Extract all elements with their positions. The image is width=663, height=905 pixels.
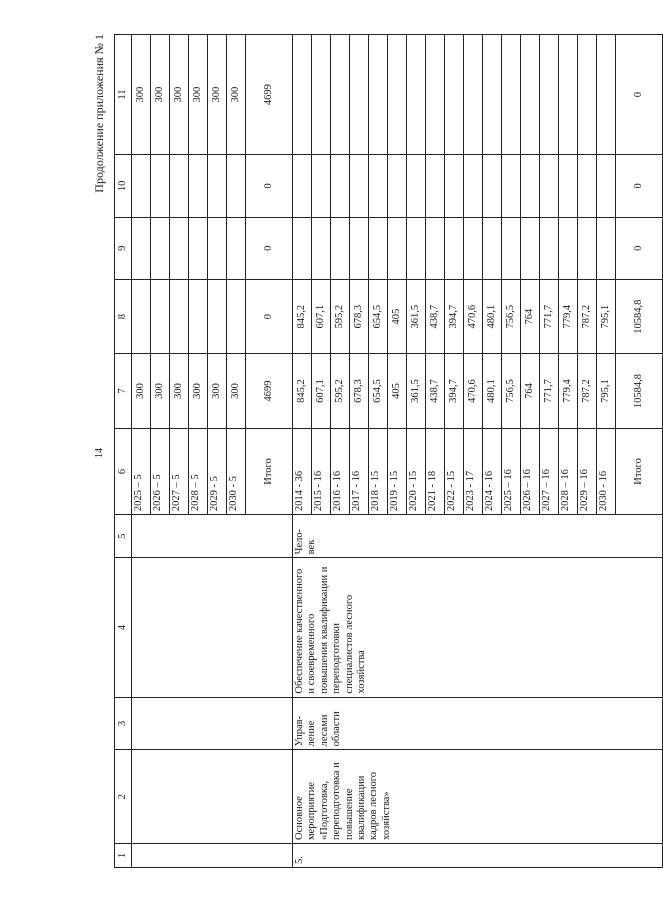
cell-value: 795,1 [597,279,616,353]
cell-value [350,217,369,279]
cell-value: 394,7 [445,354,464,428]
cell-value [151,279,170,353]
cell-year: 2030 - 16 [597,428,616,514]
cell-value: 300 [189,354,208,428]
cell-value [227,217,246,279]
cell-value: 607,1 [312,279,331,353]
table-row [293,35,312,868]
cell-year: 2029 – 16 [578,428,597,514]
total-value: 10584,8 [616,354,663,428]
cell-year: 2024 - 16 [483,428,502,514]
cell-value [170,279,189,353]
cell-value [407,35,426,155]
cell-value [559,217,578,279]
measure-executor: Управ-ление лесами области [293,697,663,750]
cell-value [331,155,350,217]
cell-value [388,35,407,155]
cell-value [502,155,521,217]
cell-value: 300 [189,35,208,155]
measure-indicator: Обеспечение качественного и своевременного повышения квалификации и переподготовки специалистов лесного хозяйства [293,558,663,697]
cell-value: 845,2 [293,354,312,428]
cell-value: 795,1 [597,354,616,428]
cell-value [445,217,464,279]
column-number: 6 [115,428,132,514]
cell-year: 2027 – 16 [540,428,559,514]
cell-value [521,155,540,217]
cell-value: 361,5 [407,354,426,428]
cell-value [407,155,426,217]
measure-number: 5. [293,844,663,868]
cell-number [132,844,293,868]
cell-value [464,155,483,217]
column-number-row [115,35,132,868]
cell-year: 2025 – 5 [132,428,151,514]
cell-value: 787,2 [578,354,597,428]
cell-value [170,155,189,217]
cell-value [312,35,331,155]
column-number: 3 [115,697,132,750]
cell-value [189,217,208,279]
cell-value [540,155,559,217]
cell-value [189,155,208,217]
cell-value: 300 [208,354,227,428]
cell-value: 405 [388,354,407,428]
cell-value: 756,5 [502,279,521,353]
cell-measure-name [132,750,293,844]
cell-value [578,217,597,279]
cell-value: 300 [170,354,189,428]
cell-value: 595,2 [331,279,350,353]
cell-year: 2025 – 16 [502,428,521,514]
total-label: Итого [246,428,293,514]
column-number: 8 [115,279,132,353]
cell-year: 2018 - 15 [369,428,388,514]
cell-value: 300 [151,35,170,155]
cell-value [151,217,170,279]
total-label: Итого [616,428,663,514]
cell-value [540,35,559,155]
cell-value: 394,7 [445,279,464,353]
cell-value [369,155,388,217]
cell-year: 2027 – 5 [170,428,189,514]
cell-value [312,155,331,217]
total-value: 0 [616,35,663,155]
cell-year: 2023 - 17 [464,428,483,514]
total-value: 0 [246,217,293,279]
cell-year: 2022 - 15 [445,428,464,514]
cell-value [293,155,312,217]
column-number: 4 [115,558,132,697]
cell-year: 2028 – 16 [559,428,578,514]
cell-value [597,35,616,155]
cell-unit [132,515,293,558]
cell-executor [132,697,293,750]
appendix-table [114,34,663,868]
cell-value: 300 [227,354,246,428]
total-value: 0 [246,279,293,353]
cell-value [331,217,350,279]
cell-value [170,217,189,279]
cell-value [464,217,483,279]
page-number: 14 [94,448,105,458]
cell-value: 771,7 [540,354,559,428]
column-number: 10 [115,155,132,217]
total-value: 0 [616,155,663,217]
cell-value: 300 [151,354,170,428]
cell-value [331,35,350,155]
column-number: 7 [115,354,132,428]
cell-value [483,217,502,279]
cell-value: 300 [170,35,189,155]
cell-value [369,35,388,155]
cell-value [227,279,246,353]
cell-value: 438,7 [426,279,445,353]
total-value: 4699 [246,354,293,428]
cell-value [369,217,388,279]
cell-value: 470,6 [464,279,483,353]
cell-value [350,35,369,155]
cell-value [426,217,445,279]
cell-year: 2026 – 16 [521,428,540,514]
cell-value [350,155,369,217]
column-number: 5 [115,515,132,558]
cell-value [445,155,464,217]
cell-year: 2020 - 15 [407,428,426,514]
cell-value: 300 [227,35,246,155]
cell-value [426,155,445,217]
total-value: 0 [616,217,663,279]
cell-value: 595,2 [331,354,350,428]
total-value: 10584,8 [616,279,663,353]
cell-year: 2019 - 15 [388,428,407,514]
cell-value: 779,4 [559,354,578,428]
column-number: 2 [115,750,132,844]
cell-value: 361,5 [407,279,426,353]
cell-value: 480,1 [483,279,502,353]
cell-year: 2030 - 5 [227,428,246,514]
cell-value [521,35,540,155]
cell-value: 845,2 [293,279,312,353]
cell-value: 654,5 [369,354,388,428]
cell-value: 787,2 [578,279,597,353]
cell-year: 2026 – 5 [151,428,170,514]
cell-value [132,155,151,217]
total-value: 4699 [246,35,293,155]
cell-value: 480,1 [483,354,502,428]
cell-value [521,217,540,279]
column-number: 11 [115,35,132,155]
continuation-heading: Продолжение приложения № 1 [92,34,106,193]
cell-value [578,35,597,155]
cell-value [483,35,502,155]
cell-value [559,155,578,217]
cell-value [208,279,227,353]
cell-year: 2021 - 18 [426,428,445,514]
cell-value [559,35,578,155]
cell-year: 2028 – 5 [189,428,208,514]
cell-indicator [132,558,293,697]
cell-value: 300 [208,35,227,155]
cell-value: 300 [132,35,151,155]
cell-year: 2029 - 5 [208,428,227,514]
cell-value [312,217,331,279]
cell-value [293,217,312,279]
cell-value: 607,1 [312,354,331,428]
cell-value [426,35,445,155]
measure-unit: Чело-век [293,515,663,558]
cell-value: 300 [132,354,151,428]
column-number: 9 [115,217,132,279]
cell-value: 756,5 [502,354,521,428]
cell-value [208,155,227,217]
cell-value [502,35,521,155]
cell-year: 2014 - 36 [293,428,312,514]
cell-value: 654,5 [369,279,388,353]
cell-value: 779,4 [559,279,578,353]
cell-value [388,155,407,217]
cell-value [189,279,208,353]
cell-value [597,155,616,217]
cell-value: 764 [521,354,540,428]
cell-year: 2017 - 16 [350,428,369,514]
cell-value: 678,3 [350,279,369,353]
cell-value [132,279,151,353]
cell-value [293,35,312,155]
cell-value [388,217,407,279]
cell-value [578,155,597,217]
cell-value [464,35,483,155]
cell-value [132,217,151,279]
cell-value: 678,3 [350,354,369,428]
cell-value [151,155,170,217]
cell-value [407,217,426,279]
cell-value [208,217,227,279]
cell-year: 2015 - 16 [312,428,331,514]
cell-year: 2016 - 16 [331,428,350,514]
cell-value [483,155,502,217]
table-row [132,35,151,868]
cell-value: 405 [388,279,407,353]
total-value: 0 [246,155,293,217]
cell-value: 771,7 [540,279,559,353]
cell-value [597,217,616,279]
cell-value: 438,7 [426,354,445,428]
column-number: 1 [115,844,132,868]
rotated-page [90,34,644,868]
cell-value: 470,6 [464,354,483,428]
table-body [115,35,663,868]
cell-value [445,35,464,155]
measure-name: Основное мероприятие «Подготовка, переподготовка и повышение квалификации кадров лесного хозяйства» [293,750,663,844]
cell-value [227,155,246,217]
cell-value [502,217,521,279]
cell-value: 764 [521,279,540,353]
cell-value [540,217,559,279]
